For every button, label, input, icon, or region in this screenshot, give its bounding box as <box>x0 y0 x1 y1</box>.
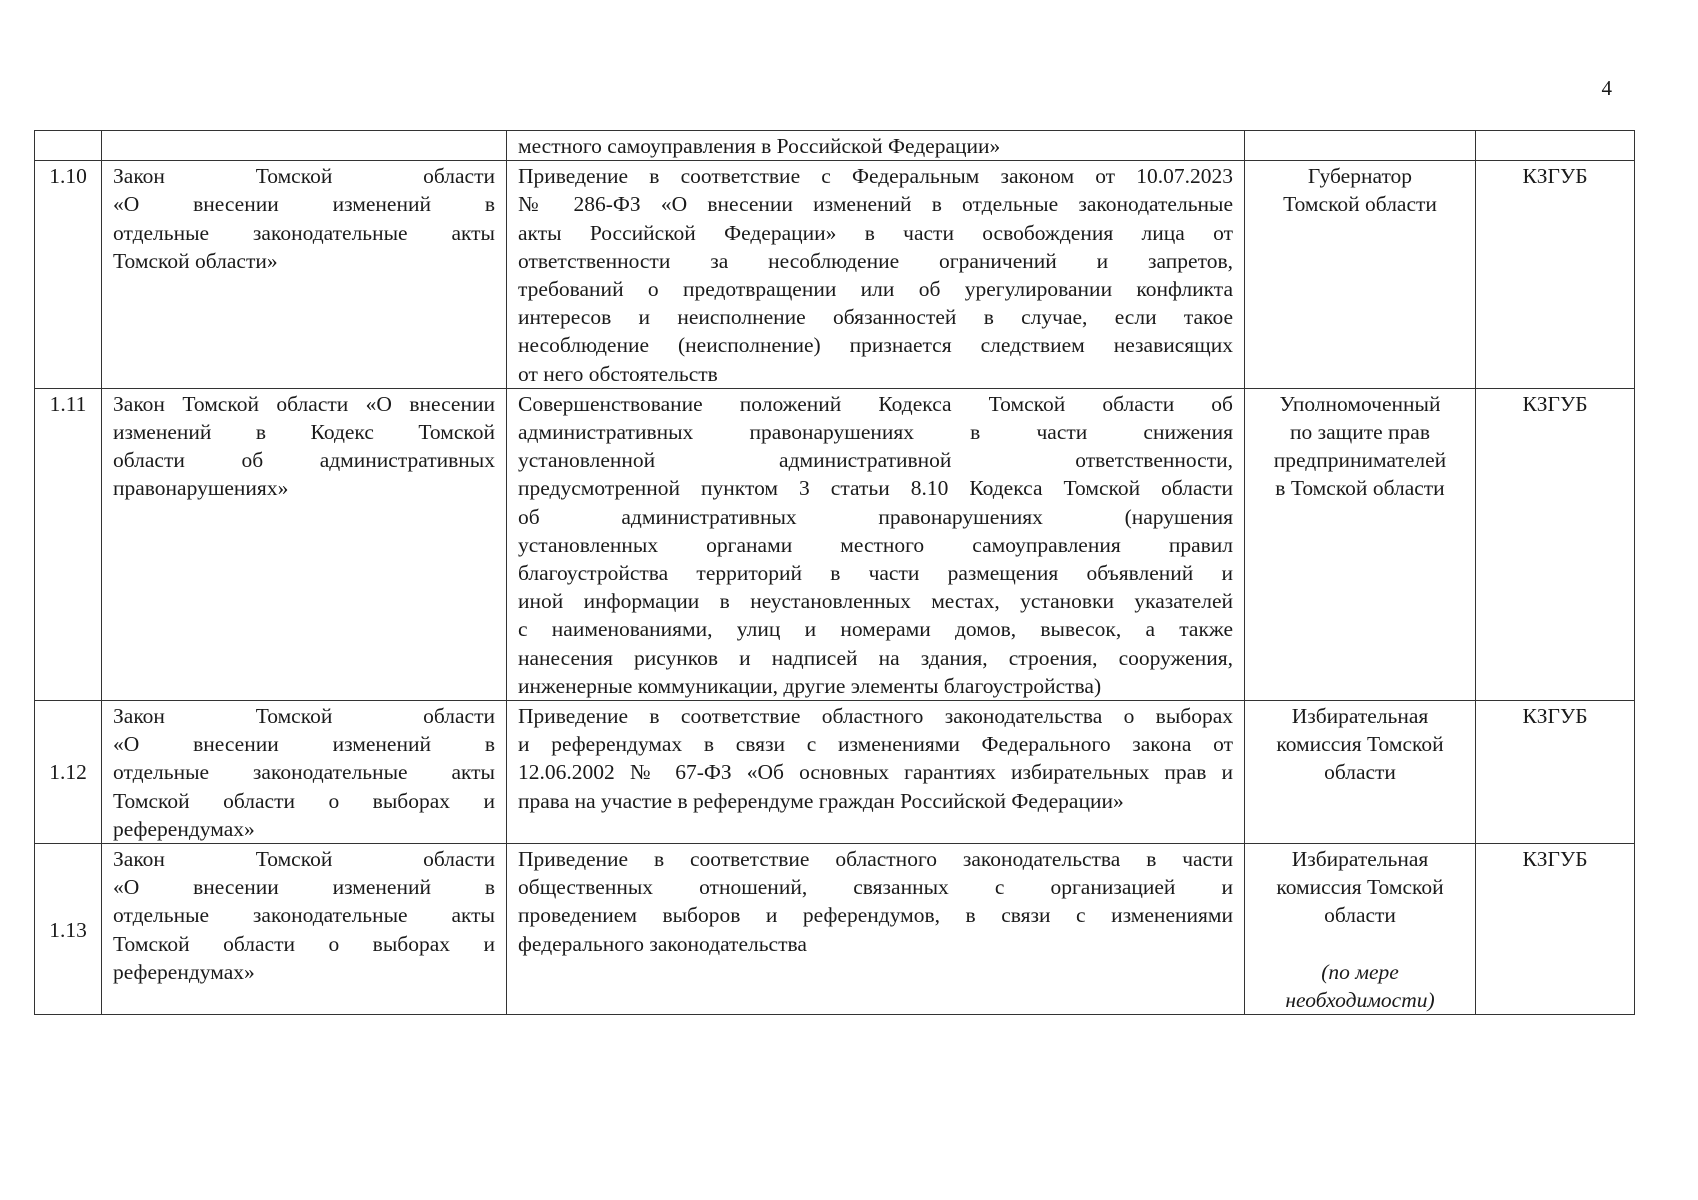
responsible-line: предпринимателей <box>1273 448 1447 473</box>
table-body <box>35 131 1635 1015</box>
timing-note-line: (по мере <box>1321 959 1399 984</box>
description-line: требований о предотвращении или об урегулировании конфликта <box>518 277 1233 302</box>
law-title-cell <box>102 844 507 1015</box>
description-line: установленной административной ответственности, <box>518 448 1233 473</box>
responsible-line: в Томской области <box>1275 476 1445 501</box>
law-title-line: отдельные законодательные акты <box>113 220 495 245</box>
responsible-line: Томской области <box>1283 192 1437 217</box>
law-title-cell <box>102 388 507 700</box>
description-line: интересов и неисполнение обязанностей в случае, если такое <box>518 305 1233 330</box>
law-title-line: Томской области о выборах и <box>113 931 495 956</box>
description-line: ответственности за несоблюдение ограничений и запретов, <box>518 248 1233 273</box>
law-title-line: области об административных <box>113 448 495 473</box>
law-title-line: Закон Томской области «О внесении <box>113 391 495 416</box>
description-line: от него обстоятельств <box>518 361 718 386</box>
responsible-line: Губернатор <box>1307 164 1413 189</box>
responsible-line: области <box>1324 903 1396 928</box>
description-line: 12.06.2002 № 67-ФЗ «Об основных гарантиях избирательных прав и <box>518 760 1233 785</box>
law-title-line: отдельные законодательные акты <box>113 760 495 785</box>
description-cell <box>507 844 1245 1015</box>
responsible-line: Уполномоченный <box>1279 391 1441 416</box>
description-line: несоблюдение (неисполнение) признается следствием независящих <box>518 333 1233 358</box>
responsible-line: Избирательная <box>1291 704 1429 729</box>
responsible-line: Избирательная <box>1291 847 1429 872</box>
law-title-line: референдумах» <box>113 816 255 841</box>
law-title-line: Томской области о выборах и <box>113 788 495 813</box>
description-line: Совершенствование положений Кодекса Томской области об <box>518 391 1233 416</box>
committee-cell <box>1476 131 1635 161</box>
table-row <box>35 701 1635 844</box>
description-line: Приведение в соответствие областного законодательства о выборах <box>518 704 1233 729</box>
row-number <box>35 131 102 161</box>
responsible-line: комиссия Томской <box>1276 732 1444 757</box>
law-title-line: отдельные законодательные акты <box>113 903 495 928</box>
page-number: 4 <box>1601 76 1612 100</box>
law-title-cell <box>102 131 507 161</box>
legislation-plan-table <box>34 130 1635 1015</box>
law-title-line: правонарушениях» <box>113 476 289 501</box>
committee-cell: КЗГУБ <box>1476 161 1635 389</box>
row-number: 1.10 <box>35 161 102 389</box>
law-title-line: «О внесении изменений в <box>113 875 495 900</box>
description-line: права на участие в референдуме граждан Российской Федерации» <box>518 788 1124 813</box>
description-cell <box>507 701 1245 844</box>
table-row <box>35 161 1635 389</box>
law-title-line: Закон Томской области <box>113 847 495 872</box>
description-cell <box>507 388 1245 700</box>
responsible-cell <box>1245 701 1476 844</box>
table-row <box>35 131 1635 161</box>
responsible-cell <box>1245 161 1476 389</box>
description-line: установленных органами местного самоуправления правил <box>518 532 1233 557</box>
timing-note-line: необходимости) <box>1285 988 1435 1013</box>
law-title-cell <box>102 701 507 844</box>
description-line: федерального законодательства <box>518 931 807 956</box>
description-line: инженерные коммуникации, другие элементы благоустройства) <box>518 673 1102 698</box>
description-line: Приведение в соответствие с Федеральным законом от 10.07.2023 <box>518 164 1233 189</box>
description-line: административных правонарушениях в части снижения <box>518 420 1233 445</box>
responsible-line: по защите прав <box>1290 420 1430 445</box>
description-line: об административных правонарушениях (нарушения <box>518 504 1233 529</box>
law-title-line: референдумах» <box>113 959 255 984</box>
responsible-cell <box>1245 388 1476 700</box>
committee-cell: КЗГУБ <box>1476 844 1635 1015</box>
responsible-cell <box>1245 844 1476 1015</box>
law-title-line: «О внесении изменений в <box>113 192 495 217</box>
description-line: иной информации в неустановленных местах, установки указателей <box>518 589 1233 614</box>
row-number: 1.12 <box>35 701 102 844</box>
responsible-line: области <box>1324 760 1396 785</box>
responsible-cell <box>1245 131 1476 161</box>
description-line: предусмотренной пунктом 3 статьи 8.10 Кодекса Томской области <box>518 476 1233 501</box>
table-row <box>35 388 1635 700</box>
law-title-line: изменений в Кодекс Томской <box>113 420 495 445</box>
row-number: 1.11 <box>35 388 102 700</box>
row-number: 1.13 <box>35 844 102 1015</box>
spacer <box>1256 930 1464 958</box>
law-title-cell <box>102 161 507 389</box>
description-line: благоустройства территорий в части размещения объявлений и <box>518 561 1233 586</box>
description-cell <box>507 131 1245 161</box>
responsible-line: комиссия Томской <box>1276 875 1444 900</box>
description-line: и референдумах в связи с изменениями Федерального закона от <box>518 732 1233 757</box>
description-line: нанесения рисунков и надписей на здания, строения, сооружения, <box>518 645 1233 670</box>
law-title-line: Томской области» <box>113 248 278 273</box>
law-title-line: Закон Томской области <box>113 704 495 729</box>
description-cell <box>507 161 1245 389</box>
committee-cell: КЗГУБ <box>1476 388 1635 700</box>
law-title-line: «О внесении изменений в <box>113 732 495 757</box>
table-row <box>35 844 1635 1015</box>
description-line: общественных отношений, связанных с организацией и <box>518 875 1233 900</box>
committee-cell: КЗГУБ <box>1476 701 1635 844</box>
description-line: с наименованиями, улиц и номерами домов, вывесок, а также <box>518 617 1233 642</box>
description-line: № 286-ФЗ «О внесении изменений в отдельные законодательные <box>518 192 1233 217</box>
description-line: местного самоуправления в Российской Федерации» <box>518 134 1001 158</box>
description-line: проведением выборов и референдумов, в связи с изменениями <box>518 903 1233 928</box>
law-title-line: Закон Томской области <box>113 164 495 189</box>
description-line: акты Российской Федерации» в части освобождения лица от <box>518 220 1233 245</box>
description-line: Приведение в соответствие областного законодательства в части <box>518 847 1233 872</box>
